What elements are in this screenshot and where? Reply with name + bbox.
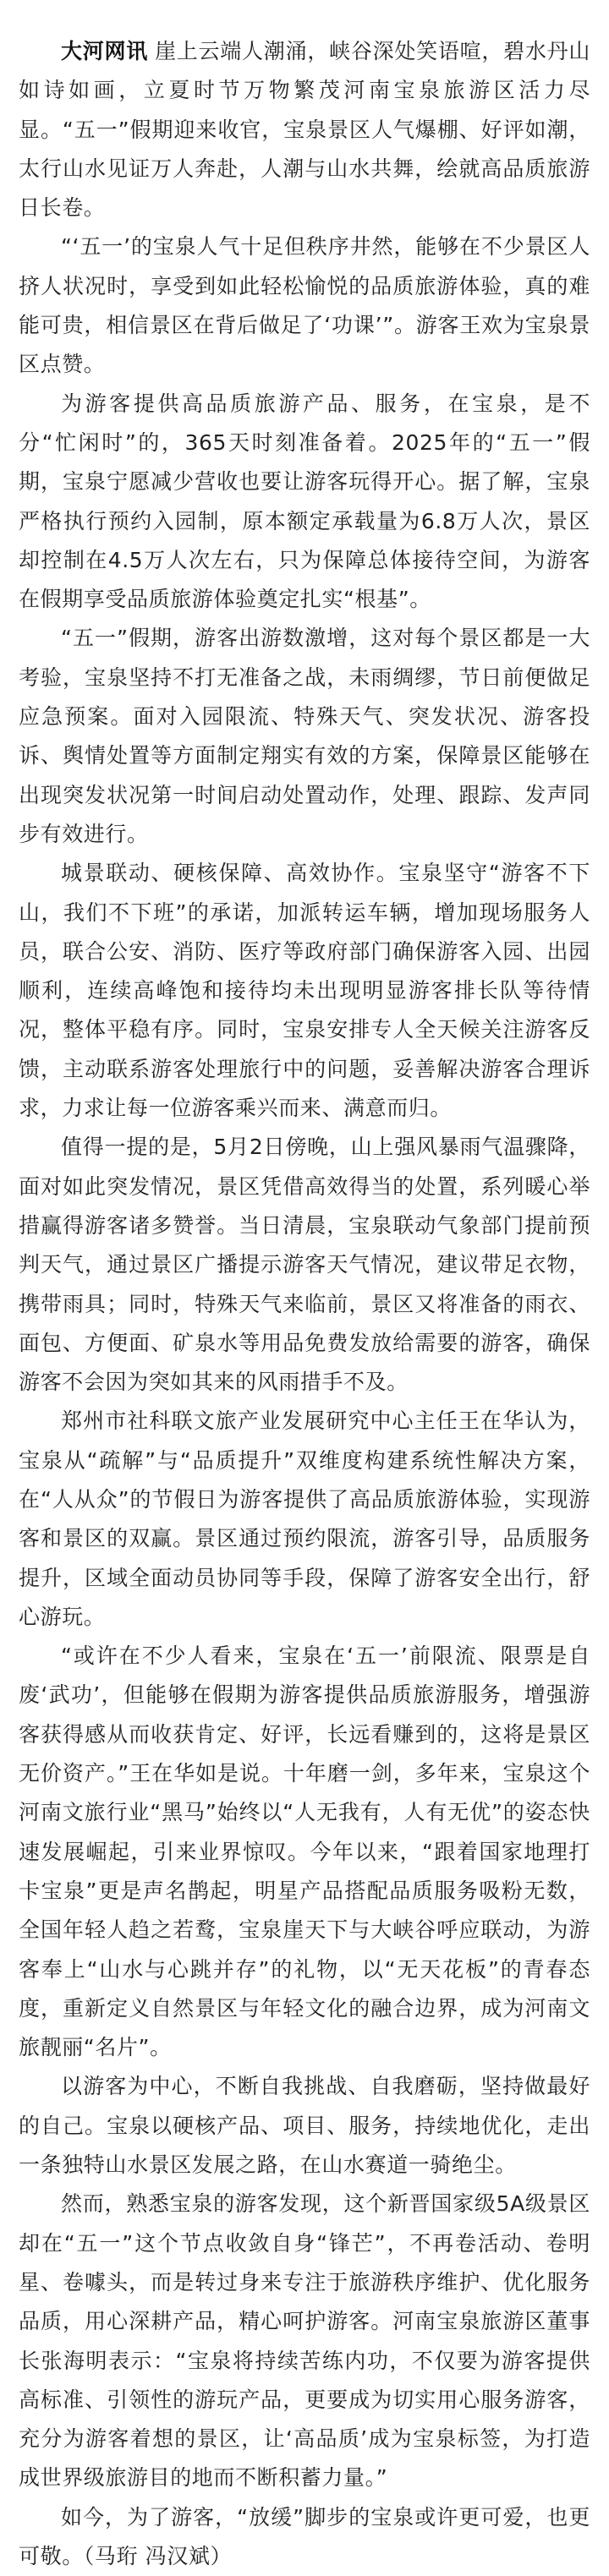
news-article bbox=[19, 32, 590, 2576]
paragraph: “‘五一’的宝泉人气十足但秩序井然，能够在不少景区人挤人状况时，享受到如此轻松愉悦的品质旅游体验，真的难能可贵，相信景区在背后做足了‘功课’”。游客王欢为宝泉景区点赞。 bbox=[19, 234, 590, 377]
closing-paragraph: 如今，为了游客，“放缓”脚步的宝泉或许更可爱，也更可敬。（马珩 冯汉斌） bbox=[19, 2504, 590, 2568]
paragraph: 为游客提供高品质旅游产品、服务，在宝泉，是不分“忙闲时”的，365天时刻准备着。2025年的“五一”假期，宝泉宁愿减少营收也要让游客玩得开心。据了解，宝泉严格执行预约入园制，原本额定承载量为6.8万人次，景区却控制在4.5万人次左右，只为保障总体接待空间，为游客在假期享受品质旅游体验奠定扎实“根基”。 bbox=[19, 391, 590, 612]
paragraph-text: 崖上云端人潮涌，峡谷深处笑语喧，碧水丹山如诗如画，立夏时节万物繁茂河南宝泉旅游区活力尽显。“五一”假期迎来收官，宝泉景区人气爆棚、好评如潮，太行山水见证万人奔赴，人潮与山水共舞，绘就高品质旅游日长卷。 bbox=[19, 39, 590, 221]
paragraph: 郑州市社科联文旅产业发展研究中心主任王在华认为，宝泉从“疏解”与“品质提升”双维度构建系统性解决方案，在“人从众”的节假日为游客提供了高品质旅游体验，实现游客和景区的双赢。景区通过预约限流，游客引导，品质服务提升，区域全面动员协同等手段，保障了游客安全出行，舒心游玩。 bbox=[19, 1408, 590, 1629]
paragraph: 值得一提的是，5月2日傍晚，山上强风暴雨气温骤降，面对如此突发情况，景区凭借高效得当的处置，系列暖心举措赢得游客诸多赞誉。当日清晨，宝泉联动气象部门提前预判天气，通过景区广播提示游客天气情况，建议带足衣物，携带雨具；同时，特殊天气来临前，景区又将准备的雨衣、面包、方便面、矿泉水等用品免费发放给需要的游客，确保游客不会因为突如其来的风雨措手不及。 bbox=[19, 1135, 590, 1395]
paragraph: 以游客为中心，不断自我挑战、自我磨砺，坚持做最好的自己。宝泉以硬核产品、项目、服务，持续地优化，走出一条独特山水景区发展之路，在山水赛道一骑绝尘。 bbox=[19, 2074, 590, 2178]
news-source: 大河网讯 bbox=[61, 39, 149, 63]
paragraph: 城景联动、硬核保障、高效协作。宝泉坚守“游客不下山，我们不下班”的承诺，加派转运车辆，增加现场服务人员，联合公安、消防、医疗等政府部门确保游客入园、出园顺利，连续高峰饱和接待均未出现明显游客排长队等待情况，整体平稳有序。同时，宝泉安排专人全天候关注游客反馈，主动联系游客处理旅行中的问题，妥善解决游客合理诉求，力求让每一位游客乘兴而来、满意而归。 bbox=[19, 861, 590, 1121]
paragraph: “五一”假期，游客出游数激增，这对每个景区都是一大考验，宝泉坚持不打无准备之战，未雨绸缪，节日前便做足应急预案。面对入园限流、特殊天气、突发状况、游客投诉、舆情处置等方面制定翔实有效的方案，保障景区能够在出现突发状况第一时间启动处置动作，处理、跟踪、发声同步有效进行。 bbox=[19, 626, 590, 846]
paragraph: 然而，熟悉宝泉的游客发现，这个新晋国家级5A级景区却在“五一”这个节点收敛自身“锋芒”，不再卷活动、卷明星、卷噱头，而是转过身来专注于旅游秩序维护、优化服务品质，用心深耕产品，精心呵护游客。河南宝泉旅游区董事长张海明表示：“宝泉将持续苦练内功，不仅要为游客提供高标准、引领性的游玩产品，更要成为切实用心服务游客，充分为游客着想的景区，让‘高品质’成为宝泉标签，为打造成世界级旅游目的地而不断积蓄力量。” bbox=[19, 2191, 590, 2491]
lead-paragraph bbox=[19, 32, 590, 227]
paragraph: “或许在不少人看来，宝泉在‘五一’前限流、限票是自废‘武功’，但能够在假期为游客提供品质旅游服务，增强游客获得感从而收获肯定、好评，长远看赚到的，这将是景区无价资产。”王在华如是说。十年磨一剑，多年来，宝泉这个河南文旅行业“黑马”始终以“人无我有，人有无优”的姿态快速发展崛起，引来业界惊叹。今年以来，“跟着国家地理打卡宝泉”更是声名鹊起，明星产品搭配品质服务吸粉无数，全国年轻人趋之若鹜，宝泉崖天下与大峡谷呼应联动，为游客奉上“山水与心跳并存”的礼物，以“无天花板”的青春态度，重新定义自然景区与年轻文化的融合边界，成为河南文旅靓丽“名片”。 bbox=[19, 1643, 590, 2060]
